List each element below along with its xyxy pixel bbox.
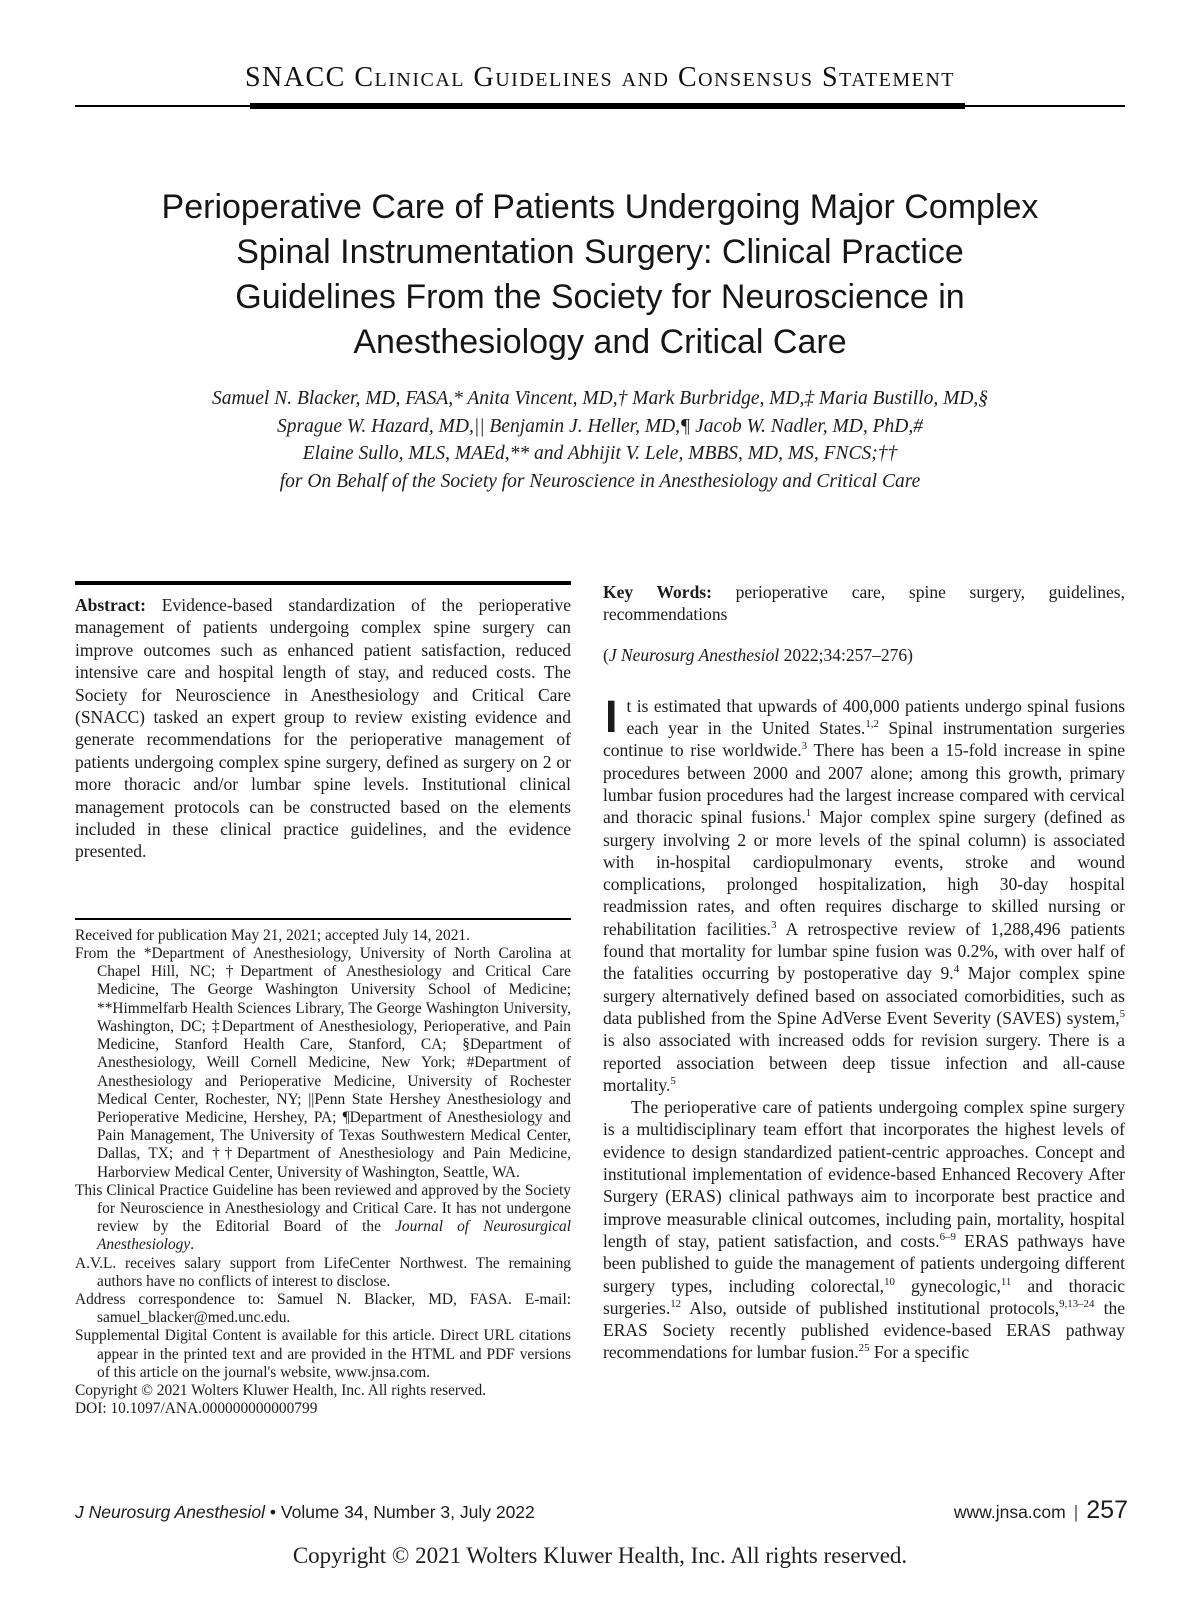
keywords — [603, 581, 1125, 626]
abstract — [75, 594, 571, 863]
footnote-affiliations: From the *Department of Anesthesiology, University of North Carolina at Chapel Hill, NC; †Department of Anesthesiology and Critical Care Medicine, The George Washington University School of Medicine; **Himmelfarb Health Sciences Library, The George Washington University, Washington, DC; ‡Department of Anesthesiology, Perioperative, and Pain Medicine, Stanford Health Care, Stanford, CA; §Department of Anesthesiology, Weill Cornell Medicine, New York; #Department of Anesthesiology and Perioperative Medicine, University of Rochester Medical Center, Rochester, NY; ||Penn State Hershey Anesthesiology and Perioperative Medicine, Hershey, PA; ¶Department of Anesthesiology and Pain Management, The University of Texas Southwestern Medical Center, Dallas, TX; and ††Department of Anesthesiology and Pain Medicine, Harborview Medical Center, University of Washington, Seattle, WA. — [75, 945, 571, 1181]
two-column-layout — [75, 581, 1125, 1418]
article-title — [0, 185, 1200, 365]
footnote-received: Received for publication May 21, 2021; accepted July 14, 2021. — [75, 926, 470, 944]
keywords-label: Key Words: — [603, 582, 712, 602]
dropcap: I — [605, 690, 618, 742]
footer-issue-info: • Volume 34, Number 3, July 2022 — [269, 1502, 535, 1522]
abstract-text: Evidence-based standardization of the perioperative management of patients undergoing complex spine surgery can improve outcomes such as enhanced patient satisfaction, reduced intensive care and hospital length of stay, and reduced costs. The Society for Neuroscience in Anesthesiology and Critical Care (SNACC) tasked an expert group to review existing evidence and generate recommendations for the perioperative management of patients undergoing complex spine surgery, defined as surgery on 2 or more thoracic and/or lumbar spine levels. Institutional clinical management protocols can be constructed based on the elements included in these clinical practice guidelines, and the evidence presented. — [75, 595, 571, 862]
abstract-rule — [75, 581, 571, 585]
abstract-label: Abstract: — [75, 595, 146, 615]
footer-separator: | — [1073, 1502, 1079, 1522]
article-title-line-3: Guidelines From the Society for Neuroscience in — [235, 278, 965, 316]
footer-page-number: 257 — [1086, 1496, 1128, 1524]
footnote-rule — [75, 918, 571, 920]
footnote-copyright: Copyright © 2021 Wolters Kluwer Health, Inc. All rights reserved. — [75, 1381, 487, 1399]
copyright-watermark: Copyright © 2021 Wolters Kluwer Health, Inc. All rights reserved. — [292, 1543, 908, 1568]
article-title-line-4: Anesthesiology and Critical Care — [353, 323, 847, 361]
byline-line-3: Elaine Sullo, MLS, MAEd,** and Abhijit V. Lele, MBBS, MD, MS, FNCS;†† — [302, 443, 898, 464]
page-header — [0, 0, 1200, 109]
body-paragraph-1-text: t is estimated that upwards of 400,000 patients undergo spinal fusions each year in the United States.$^{1,2}$ Spinal instrumentation surgeries continue to rise worldwide.$^3$ There has been a 15-fold increase in spine procedures between 2000 and 2007 alone; among this growth, primary lumbar fusion procedures had the largest increase compared with cervical and thoracic spinal fusions.$^1$ Major complex spine surgery (defined as surgery involving 2 or more levels of the spinal column) is associated with in-hospital cardiopulmonary events, stroke and wound complications, prolonged hospitalization, high 30-day hospital readmission rates, and often requires discharge to skilled nursing or rehabilitation facilities.$^3$ A retrospective review of 1,288,496 patients found that mortality for lumbar spine fusion was 0.2%, with over half of the fatalities occurring by postoperative day 9.$^4$ Major complex spine surgery alternatively defined based on associated comorbidities, such as data published from the Spine AdVerse Event Severity (SAVES) system,$^5$ is also associated with increased odds for revision surgery. There is a reported association between deep tissue infection and all-cause mortality.$^5$ — [603, 695, 1126, 1095]
footer-site-page — [954, 1496, 1128, 1525]
body-paragraph-1 — [603, 690, 1126, 1096]
journal-citation: (J Neurosurg Anesthesiol 2022;34:257–276) — [603, 644, 913, 665]
page-footer — [75, 1496, 1128, 1525]
footnote-correspondence: Address correspondence to: Samuel N. Blacker, MD, FASA. E-mail: samuel_blacker@med.unc.edu. — [75, 1290, 571, 1327]
article-title-line-2: Spinal Instrumentation Surgery: Clinical Practice — [236, 233, 964, 271]
footnote-doi: DOI: 10.1097/ANA.000000000000799 — [75, 1400, 318, 1418]
byline-line-4: for On Behalf of the Society for Neuroscience in Anesthesiology and Critical Care — [279, 470, 921, 492]
footer-journal-name: J Neurosurg Anesthesiol — [75, 1502, 266, 1522]
footer-website: www.jnsa.com — [953, 1502, 1066, 1522]
keywords-text: perioperative care, spine surgery, guidelines, recommendations — [603, 582, 1125, 625]
footnotes — [75, 927, 571, 1418]
body-paragraph-2: The perioperative care of patients undergoing complex spine surgery is a multidisciplinary team effort that incorporates the highest levels of evidence to design standardized patient-centric approaches. Concept and institutional implementation of evidence-based Enhanced Recovery After Surgery (ERAS) clinical pathways aim to incorporate best practice and improve measurable clinical outcomes, including pain, mortality, hospital length of stay, patient satisfaction, and costs.$^{6-9}$ ERAS pathways have been published to guide the management of patients undergoing different surgery types, including colorectal,$^{10}$ gynecologic,$^{11}$ and thoracic surgeries.$^{12}$ Also, outside of published institutional protocols,$^{9,13-24}$ the ERAS Society recently published evidence-based ERAS pathway recommendations for lumbar fusion.$^{25}$ For a specific — [603, 1097, 1126, 1363]
left-column — [75, 581, 571, 1418]
header-rule — [75, 103, 1125, 109]
article-title-line-1: Perioperative Care of Patients Undergoing Major Complex — [161, 188, 1039, 226]
footnote-disclosures: A.V.L. receives salary support from LifeCenter Northwest. The remaining authors have no conflicts of interest to disclose. — [75, 1254, 571, 1290]
byline-line-1: Samuel N. Blacker, MD, FASA,* Anita Vincent, MD,† Mark Burbridge, MD,‡ Maria Bustillo, MD,§ — [211, 388, 989, 409]
author-byline — [0, 385, 1200, 495]
header-rule-thick — [250, 103, 965, 109]
body-text — [603, 690, 1126, 1364]
footnote-review-statement: This Clinical Practice Guideline has been reviewed and approved by the Society for Neuroscience in Anesthesiology and Critical Care. It has not undergone review by the Editorial Board of the Journal of Neurosurgical Anesthesiology. — [75, 1181, 571, 1254]
series-title: SNACC Clinical Guidelines and Consensus Statement — [244, 62, 956, 93]
footnote-supplemental: Supplemental Digital Content is available for this article. Direct URL citations appear in the printed text and are provided in the HTML and PDF versions of this article on the journal's website, www.jnsa.com. — [75, 1327, 571, 1381]
footer-journal-info — [75, 1502, 535, 1523]
right-column — [603, 581, 1125, 1418]
byline-line-2: Sprague W. Hazard, MD,|| Benjamin J. Heller, MD,¶ Jacob W. Nadler, MD, PhD,# — [277, 415, 923, 437]
